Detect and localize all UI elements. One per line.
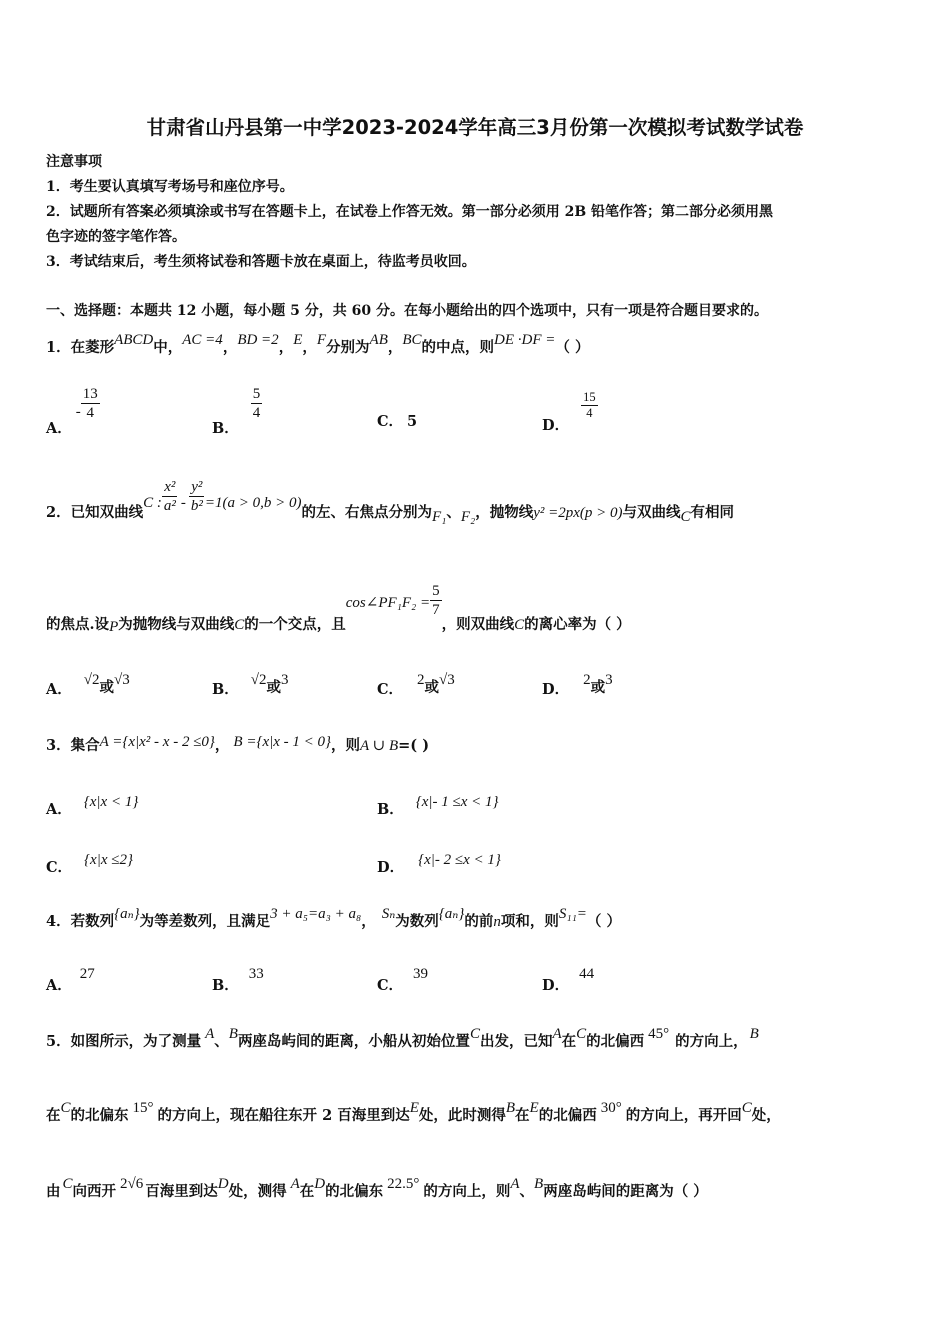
q4-option-b[interactable]: B．33 [212,966,264,994]
q4-option-d[interactable]: D．44 [542,966,595,994]
question-5-line-2: 在C的北偏东 15° 的方向上，现在船往东开 2 百海里到达E处，此时测得B在E的北偏西 30° 的方向上，再开回C处， [46,1100,781,1124]
q2-option-b[interactable]: B．√2或3 [212,672,289,698]
notice-heading: 注意事项 [46,154,102,170]
q1-option-d[interactable]: D． $\frac{15}{4}$ [542,390,596,434]
question-5-line-3: 由 C向西开 2√6 百海里到达D处，测得 A在D的北偏东 22.5° 的方向上，则A、B两座岛屿间的距离为（ ） [46,1176,708,1200]
notice-item-1: 1．考生要认真填写考场号和座位序号。 [46,179,294,195]
question-2-line-2: 的焦点.设P为抛物线与双曲线C的一个交点，且cos∠PF₁F₂ = $\frac{5}{7}$ ，则双曲线C的离心率为（ ） [46,583,631,635]
notice-item-3: 3．考试结束后，考生须将试卷和答题卡放在桌面上，待监考员收回。 [46,254,476,270]
q3-option-b[interactable]: B． {x|- 1 ≤x < 1} [377,794,499,818]
notice-item-2a: 2．试题所有答案必须填涂或书写在答题卡上，在试卷上作答无效。第一部分必须用 2B 铅笔作答；第二部分必须用黑 [46,204,774,220]
q1-option-a[interactable]: A．- $\frac{13}{4}$ [46,386,98,437]
q3-option-c[interactable]: C． {x|x ≤2} [46,852,133,876]
notice-item-2b: 色字迹的签字笔作答。 [46,229,186,245]
question-3: 3．集合A ={x|x² - x - 2 ≤0}， B ={x|x - 1 < 0}，则A ∪ B=( ) [46,734,430,754]
q2-option-d[interactable]: D．2或3 [542,672,613,698]
q4-option-a[interactable]: A．27 [46,966,95,994]
question-5-line-1: 5．如图所示，为了测量 A、B两座岛屿间的距离，小船从初始位置C出发，已知A在C的北偏西 45° 的方向上， B [46,1026,759,1050]
question-4: 4．若数列{aₙ}为等差数列，且满足3 + a₅=a₃ + a₈， Sₙ为数列{aₙ}的前n项和，则S₁₁=（ ） [46,906,621,930]
q3-option-a[interactable]: A． {x|x < 1} [46,794,139,818]
page-title: 甘肃省山丹县第一中学2023-2024学年高三3月份第一次模拟考试数学试卷 [146,116,804,139]
q2-option-c[interactable]: C．2或√3 [377,672,455,698]
q1-option-b[interactable]: B． $\frac{5}{4}$ [212,386,261,437]
question-2-line-1: 2．已知双曲线C : $\frac{\text{x²}}{\text{a²}}$ - $\frac{\text{y²}}{\text{b²}}$ =1(a > 0,b > 0)的左、右焦点分别为F₁、F₂，抛物线y² =2px(p > 0)与双曲线C有相同 [46,479,735,525]
q4-option-c[interactable]: C．39 [377,966,429,994]
q3-option-d[interactable]: D． {x|- 2 ≤x < 1} [377,852,501,876]
question-1: 1．在菱形ABCD中，AC =4，BD =2，E，F分别为AB，BC的中点，则DE ·DF =（ ） [46,332,590,356]
q1-option-c[interactable]: C． 5 [377,413,418,430]
q2-option-a[interactable]: A．√2或√3 [46,672,130,698]
section-heading: 一、选择题：本题共 12 小题，每小题 5 分，共 60 分。在每小题给出的四个选项中，只有一项是符合题目要求的。 [46,303,768,319]
